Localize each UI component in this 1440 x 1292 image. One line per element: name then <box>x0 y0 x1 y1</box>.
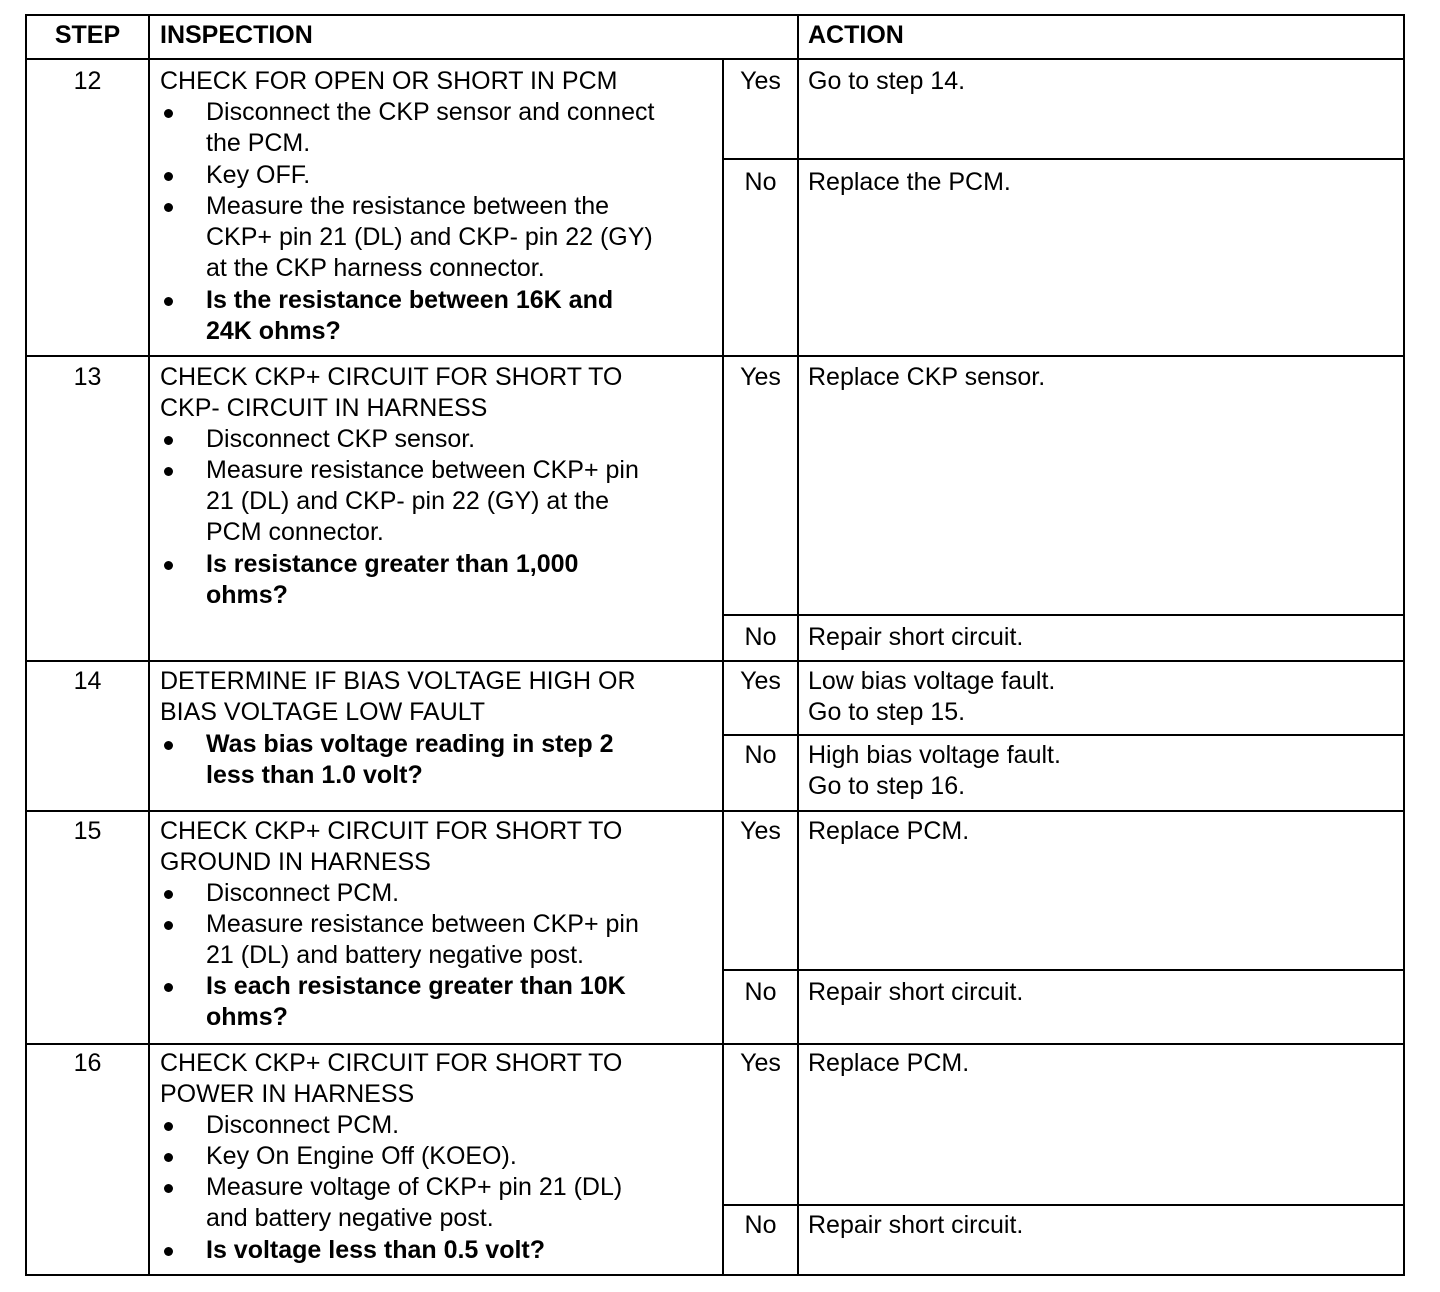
inspection-title: CKP- CIRCUIT IN HARNESS <box>160 394 488 422</box>
yesno-divider <box>722 614 1405 616</box>
bullet-icon <box>164 921 173 930</box>
yes-label: Yes <box>740 67 781 95</box>
inspection-question: Was bias voltage reading in step 2 <box>206 730 614 758</box>
yes-action: Go to step 14. <box>808 67 966 95</box>
yes-action: Replace CKP sensor. <box>808 363 1046 391</box>
bullet-icon <box>164 436 173 445</box>
inspection-item: Key On Engine Off (KOEO). <box>206 1142 517 1170</box>
inspection-title: DETERMINE IF BIAS VOLTAGE HIGH OR <box>160 667 636 695</box>
inspection-question: ohms? <box>206 1003 288 1031</box>
no-action: High bias voltage fault. <box>808 741 1061 769</box>
row-divider <box>25 1043 1405 1045</box>
inspection-item: and battery negative post. <box>206 1204 494 1232</box>
inspection-title: CHECK FOR OPEN OR SHORT IN PCM <box>160 67 618 95</box>
inspection-item: Measure resistance between CKP+ pin <box>206 456 639 484</box>
inspection-item: 21 (DL) and battery negative post. <box>206 941 585 969</box>
yes-label: Yes <box>740 1049 781 1077</box>
inspection-item: at the CKP harness connector. <box>206 254 545 282</box>
inspection-title: CHECK CKP+ CIRCUIT FOR SHORT TO <box>160 817 623 845</box>
bullet-icon <box>164 741 173 750</box>
yes-label: Yes <box>740 667 781 695</box>
inspection-question: Is each resistance greater than 10K <box>206 972 626 1000</box>
col-divider-step <box>148 14 150 1276</box>
inspection-title: POWER IN HARNESS <box>160 1080 415 1108</box>
inspection-title: BIAS VOLTAGE LOW FAULT <box>160 698 486 726</box>
bullet-icon <box>164 1122 173 1131</box>
header-step: STEP <box>54 21 121 49</box>
bullet-icon <box>164 890 173 899</box>
inspection-question: 24K ohms? <box>206 317 341 345</box>
step-number: 16 <box>73 1049 102 1077</box>
inspection-item: Disconnect PCM. <box>206 1111 400 1139</box>
header-action: ACTION <box>808 21 904 49</box>
no-action: Repair short circuit. <box>808 1211 1024 1239</box>
no-action: Go to step 16. <box>808 772 966 800</box>
bullet-icon <box>164 297 173 306</box>
bullet-icon <box>164 467 173 476</box>
yes-action: Low bias voltage fault. <box>808 667 1056 695</box>
yesno-divider <box>722 158 1405 160</box>
yes-label: Yes <box>740 817 781 845</box>
inspection-item: 21 (DL) and CKP- pin 22 (GY) at the <box>206 487 609 515</box>
yes-action: Replace PCM. <box>808 1049 970 1077</box>
bullet-icon <box>164 1184 173 1193</box>
no-label: No <box>744 1211 777 1239</box>
no-label: No <box>744 623 777 651</box>
header-divider <box>25 58 1405 60</box>
inspection-item: Disconnect CKP sensor. <box>206 425 476 453</box>
inspection-question: Is resistance greater than 1,000 <box>206 550 579 578</box>
bullet-icon <box>164 203 173 212</box>
yes-action: Go to step 15. <box>808 698 966 726</box>
inspection-item: PCM connector. <box>206 518 384 546</box>
inspection-item: Measure the resistance between the <box>206 192 610 220</box>
no-label: No <box>744 168 777 196</box>
bullet-icon <box>164 172 173 181</box>
row-divider <box>25 660 1405 662</box>
inspection-question: ohms? <box>206 581 288 609</box>
inspection-item: CKP+ pin 21 (DL) and CKP- pin 22 (GY) <box>206 223 653 251</box>
inspection-question: Is the resistance between 16K and <box>206 286 614 314</box>
inspection-title: CHECK CKP+ CIRCUIT FOR SHORT TO <box>160 363 623 391</box>
row-divider <box>25 355 1405 357</box>
bullet-icon <box>164 1247 173 1256</box>
inspection-item: Measure voltage of CKP+ pin 21 (DL) <box>206 1173 623 1201</box>
step-number: 12 <box>73 67 102 95</box>
step-number: 15 <box>73 817 102 845</box>
bullet-icon <box>164 983 173 992</box>
step-number: 14 <box>73 667 102 695</box>
no-action: Repair short circuit. <box>808 978 1024 1006</box>
inspection-question: less than 1.0 volt? <box>206 761 423 789</box>
step-number: 13 <box>73 363 102 391</box>
yesno-divider <box>722 1204 1405 1206</box>
bullet-icon <box>164 561 173 570</box>
yesno-divider <box>722 969 1405 971</box>
inspection-item: the PCM. <box>206 129 311 157</box>
no-action: Replace the PCM. <box>808 168 1011 196</box>
inspection-title: GROUND IN HARNESS <box>160 848 431 876</box>
row-divider <box>25 810 1405 812</box>
inspection-item: Disconnect the CKP sensor and connect <box>206 98 655 126</box>
col-divider-action <box>797 14 799 1276</box>
no-label: No <box>744 978 777 1006</box>
inspection-question: Is voltage less than 0.5 volt? <box>206 1236 546 1264</box>
yesno-divider <box>722 734 1405 736</box>
no-action: Repair short circuit. <box>808 623 1024 651</box>
inspection-item: Key OFF. <box>206 161 311 189</box>
header-inspection: INSPECTION <box>160 21 313 49</box>
bullet-icon <box>164 109 173 118</box>
no-label: No <box>744 741 777 769</box>
yes-label: Yes <box>740 363 781 391</box>
inspection-title: CHECK CKP+ CIRCUIT FOR SHORT TO <box>160 1049 623 1077</box>
yes-action: Replace PCM. <box>808 817 970 845</box>
inspection-item: Disconnect PCM. <box>206 879 400 907</box>
bullet-icon <box>164 1153 173 1162</box>
inspection-item: Measure resistance between CKP+ pin <box>206 910 639 938</box>
